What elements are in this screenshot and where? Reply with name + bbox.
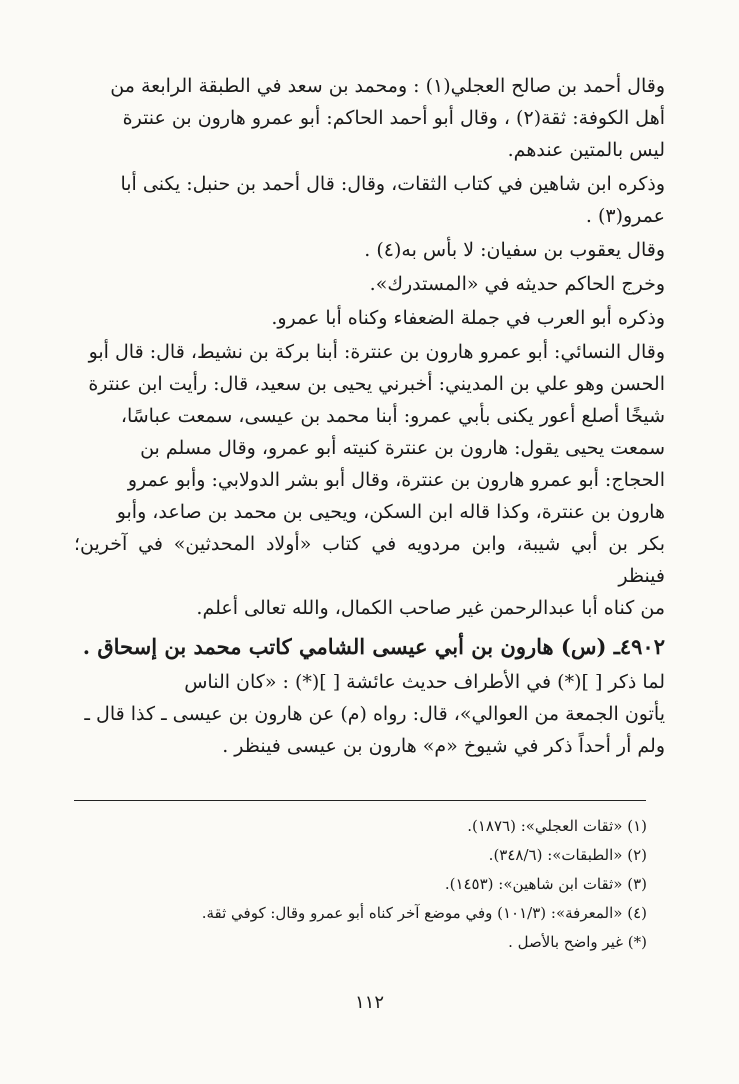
- text-line: وقال يعقوب بن سفيان: لا بأس به(٤) .: [364, 239, 665, 261]
- text-line: وخرج الحاكم حديثه في «المستدرك».: [369, 273, 665, 295]
- text-line: وقال النسائي: أبو عمرو هارون بن عنترة: أبنا بركة بن نشيط، قال: قال أبو: [88, 341, 665, 363]
- footnote: (٤) «المعرفة»: (١٠١/٣) وفي موضع آخر كناه أبو عمرو وقال: كوفي ثقة.: [201, 904, 647, 922]
- entry-heading: ٤٩٠٢ـ (س) هارون بن أبي عيسى الشامي كاتب محمد بن إسحاق .: [82, 634, 665, 659]
- paragraph-ibn-shahin: [74, 168, 665, 232]
- text-line: أهل الكوفة: ثقة(٢) ، وقال أبو أحمد الحاكم: أبو عمرو هارون بن عنترة: [122, 107, 665, 129]
- text-line: وذكره أبو العرب في جملة الضعفاء وكناه أبا عمرو.: [271, 307, 665, 329]
- text-line: هارون بن عنترة، وكذا قاله ابن السكن، ويحيى بن محمد بن صاعد، وأبو: [116, 501, 665, 523]
- text-line: ولم أر أحداً ذكر في شيوخ «م» هارون بن عيسى فينظر .: [222, 735, 665, 757]
- paragraph-yaqub: [74, 234, 665, 266]
- footnote: (*) غير واضح بالأصل .: [508, 933, 647, 951]
- text-line: وذكره ابن شاهين في كتاب الثقات، وقال: قال أحمد بن حنبل: يكنى أبا: [120, 173, 665, 195]
- text-line: يأتون الجمعة من العوالي»، قال: رواه (م) عن هارون بن عيسى ـ كذا قال ـ: [84, 703, 665, 725]
- text-line: لما ذكر [ ](*) في الأطراف حديث عائشة [ ](*) : «كان الناس: [184, 671, 665, 693]
- entry-text: [74, 666, 665, 762]
- paragraph-nasai: [74, 336, 665, 624]
- text-line: وقال أحمد بن صالح العجلي(١) : ومحمد بن سعد في الطبقة الرابعة من: [110, 75, 665, 97]
- footnote: (١) «ثقات العجلي»: (١٨٧٦).: [467, 817, 647, 835]
- text-line: سمعت يحيى يقول: هارون بن عنترة كنيته أبو عمرو، وقال مسلم بن: [140, 437, 665, 459]
- text-line: شيخًا أصلع أعور يكنى بأبي عمرو: أبنا محمد بن عيسى، سمعت عباسًا،: [120, 405, 665, 427]
- paragraph-ajli: [74, 70, 665, 166]
- text-line: من كناه أبا عبدالرحمن غير صاحب الكمال، والله تعالى أعلم.: [196, 597, 665, 619]
- paragraph-hakim: [74, 268, 665, 300]
- footnotes: [74, 812, 647, 957]
- paragraph-abu-al-arab: [74, 302, 665, 334]
- footnote-divider: [74, 800, 646, 801]
- text-line: الحجاج: أبو عمرو هارون بن عنترة، وقال أبو بشر الدولابي: وأبو عمرو: [127, 469, 665, 491]
- footnote: (٣) «ثقات ابن شاهين»: (١٤٥٣).: [444, 875, 647, 893]
- text-line: ليس بالمتين عندهم.: [507, 139, 665, 161]
- text-line: بكر بن أبي شيبة، وابن مردويه في كتاب «أولاد المحدثين» في آخرين؛ فينظر: [74, 533, 665, 587]
- footnote: (٢) «الطبقات»: (٣٤٨/٦).: [488, 846, 647, 864]
- text-line: عمرو(٣) .: [585, 205, 665, 227]
- page-body: [74, 70, 665, 768]
- page-number: ١١٢: [354, 992, 384, 1013]
- text-line: الحسن وهو علي بن المديني: أخبرني يحيى بن سعيد، قال: رأيت ابن عنترة: [88, 373, 665, 395]
